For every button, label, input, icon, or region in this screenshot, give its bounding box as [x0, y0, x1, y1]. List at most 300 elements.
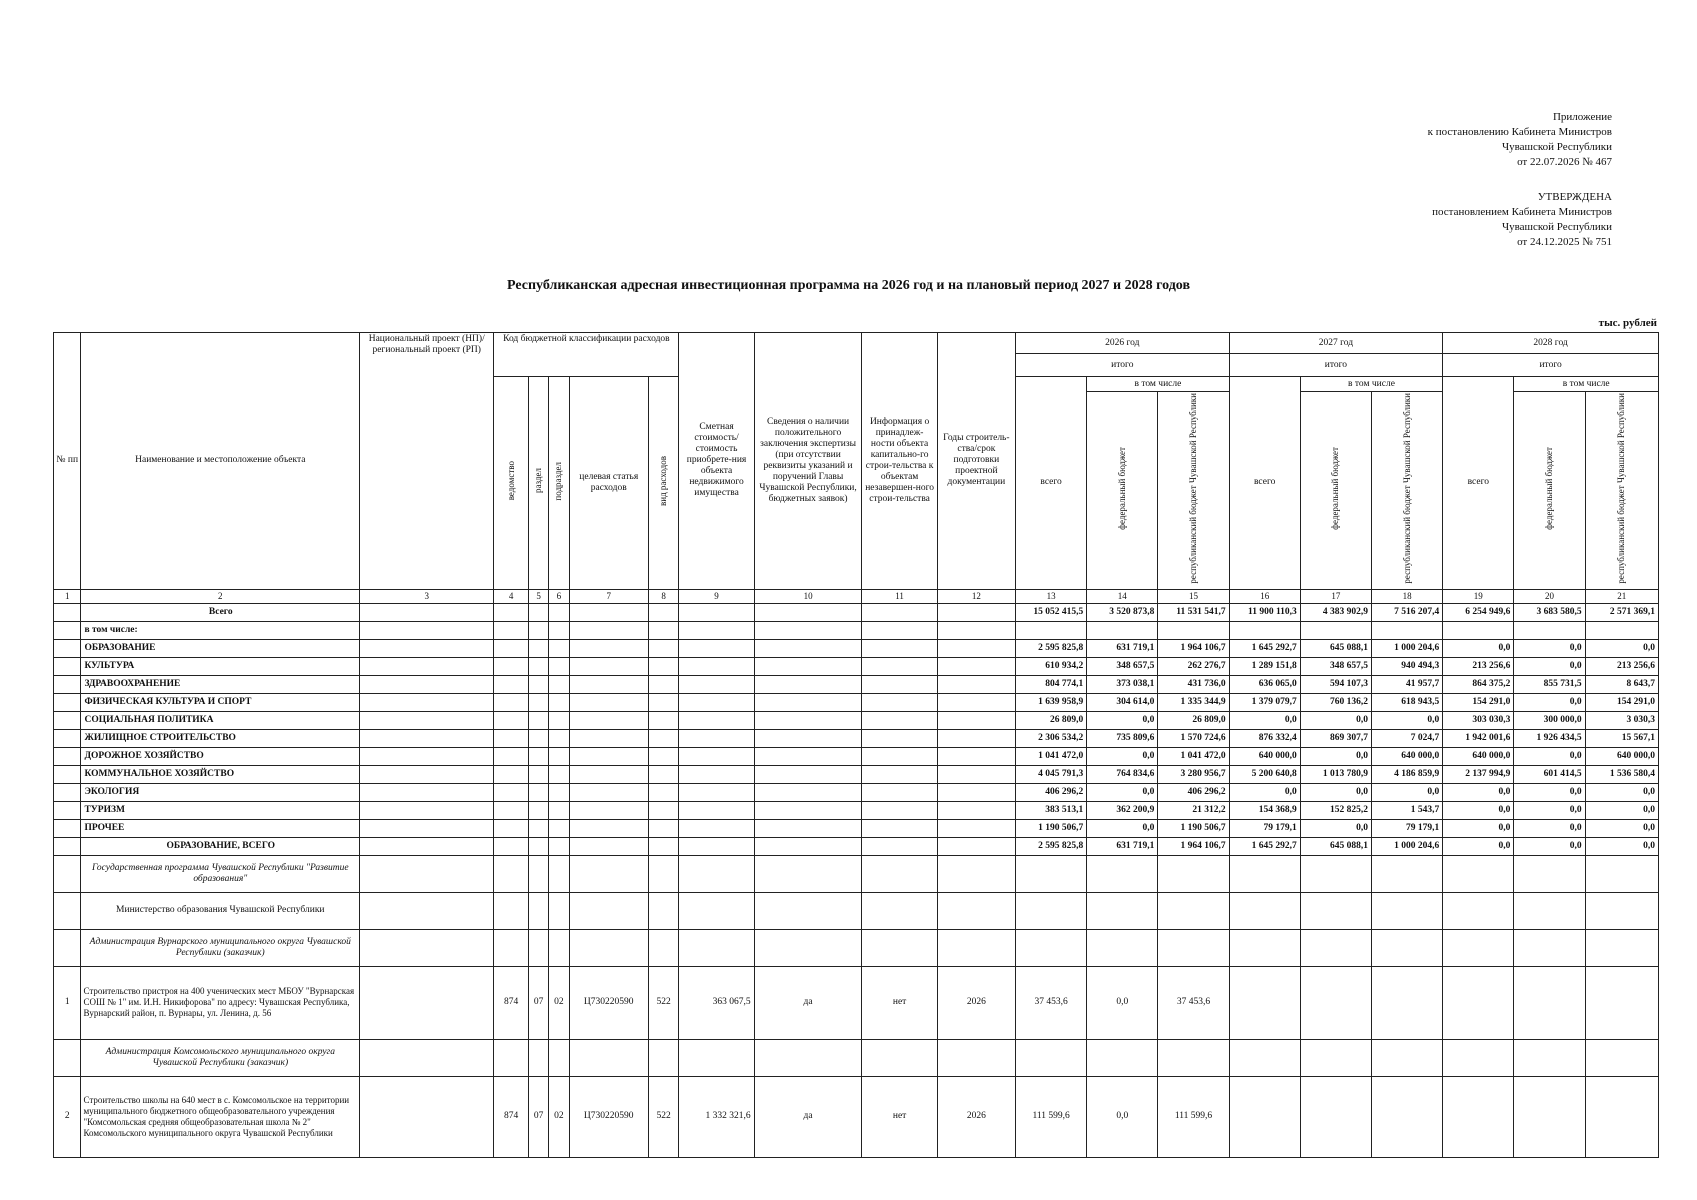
approval-line: Приложение: [1552, 111, 1612, 123]
cell-empty: [1087, 1039, 1158, 1076]
cell-empty: [360, 765, 494, 783]
cell-empty: [569, 801, 648, 819]
cell-value: 406 296,2: [1158, 783, 1229, 801]
cell-empty: [569, 711, 648, 729]
cell-value: 362 200,9: [1087, 801, 1158, 819]
cell-empty: [528, 621, 548, 639]
cell-empty: [1087, 892, 1158, 929]
cell-empty: [54, 639, 81, 657]
cell-empty: [54, 892, 81, 929]
cell-value: 1 041 472,0: [1158, 747, 1229, 765]
project-smeta: 1 332 321,6: [679, 1076, 754, 1157]
project-smeta: 363 067,5: [679, 966, 754, 1039]
summary-row: [54, 603, 1659, 621]
summary-row: [54, 801, 1659, 819]
cell-empty: [360, 639, 494, 657]
summary-row: [54, 693, 1659, 711]
cell-value: 0,0: [1443, 639, 1514, 657]
cell-empty: [679, 621, 754, 639]
cell-value: 0,0: [1443, 801, 1514, 819]
project-value: 37 453,6: [1016, 966, 1087, 1039]
cell-empty: [528, 801, 548, 819]
cell-empty: [679, 765, 754, 783]
cell-value: 3 520 873,8: [1087, 603, 1158, 621]
cell-empty: [1514, 892, 1585, 929]
cell-value: [1016, 621, 1087, 639]
cell-empty: [862, 603, 937, 621]
cell-empty: [679, 711, 754, 729]
cell-empty: [1087, 855, 1158, 892]
cell-empty: [494, 855, 529, 892]
column-number: 2: [81, 589, 360, 603]
cell-value: 4 383 902,9: [1300, 603, 1371, 621]
cell-value: 4 186 859,9: [1371, 765, 1442, 783]
cell-empty: [54, 657, 81, 675]
cell-empty: [528, 929, 548, 966]
cell-empty: [528, 819, 548, 837]
cell-empty: [569, 929, 648, 966]
cell-value: 3 030,3: [1585, 711, 1658, 729]
cell-empty: [648, 1039, 679, 1076]
cell-value: 760 136,2: [1300, 693, 1371, 711]
cell-value: 1 000 204,6: [1371, 639, 1442, 657]
cell-empty: [679, 783, 754, 801]
cell-empty: [648, 693, 679, 711]
cell-empty: [549, 1039, 569, 1076]
column-number: 16: [1229, 589, 1300, 603]
cell-empty: [679, 1039, 754, 1076]
cell-empty: [494, 711, 529, 729]
cell-empty: [754, 892, 862, 929]
cell-value: 0,0: [1514, 639, 1585, 657]
header-year-2028: 2028 год: [1443, 333, 1659, 354]
cell-empty: [528, 729, 548, 747]
cell-empty: [1371, 1039, 1442, 1076]
cell-empty: [54, 729, 81, 747]
header-np: Национальный проект (НП)/ региональный проект (РП): [360, 333, 494, 590]
cell-value: 0,0: [1585, 783, 1658, 801]
cell-value: 0,0: [1514, 819, 1585, 837]
cell-empty: [937, 892, 1015, 929]
summary-row: [54, 657, 1659, 675]
cell-empty: [494, 837, 529, 855]
cell-value: 0,0: [1514, 837, 1585, 855]
cell-value: 636 065,0: [1229, 675, 1300, 693]
project-name: Строительство школы на 640 мест в с. Комсомольское на территории муниципального бюджетного общеобразовательного учреждения "Комсомольская средняя общеобразовательная школа № 2" Комсомольского муниципального округа Чувашской Республики: [81, 1076, 360, 1157]
project-cs: Ц730220590: [569, 966, 648, 1039]
cell-value: [1300, 621, 1371, 639]
header-resp: республиканский бюджет Чувашской Республики: [1585, 392, 1658, 590]
cell-empty: [569, 657, 648, 675]
cell-empty: [1300, 929, 1371, 966]
summary-row: [54, 819, 1659, 837]
cell-empty: [528, 765, 548, 783]
header-itogo: итого: [1229, 354, 1443, 377]
cell-empty: [1443, 1076, 1514, 1157]
cell-empty: [549, 855, 569, 892]
cell-value: 1 543,7: [1371, 801, 1442, 819]
cell-empty: [494, 765, 529, 783]
cell-empty: [549, 801, 569, 819]
ministry-label: Министерство образования Чувашской Республики: [81, 892, 360, 929]
column-number: 18: [1371, 589, 1442, 603]
project-vr: 522: [648, 966, 679, 1039]
cell-empty: [1443, 855, 1514, 892]
customer-label: Администрация Комсомольского муниципального округа Чувашской Республики (заказчик): [81, 1039, 360, 1076]
cell-value: 1 013 780,9: [1300, 765, 1371, 783]
cell-value: 213 256,6: [1443, 657, 1514, 675]
project-number: 1: [54, 966, 81, 1039]
cell-empty: [528, 783, 548, 801]
cell-value: 8 643,7: [1585, 675, 1658, 693]
cell-empty: [937, 621, 1015, 639]
approval-line: УТВЕРЖДЕНА: [1537, 191, 1612, 203]
header-razdel: раздел: [528, 377, 548, 590]
cell-empty: [569, 747, 648, 765]
cell-value: [1585, 621, 1658, 639]
cell-empty: [360, 729, 494, 747]
cell-empty: [754, 819, 862, 837]
project-value: 0,0: [1087, 966, 1158, 1039]
header-vr: вид расходов: [648, 377, 679, 590]
cell-empty: [360, 657, 494, 675]
cell-empty: [754, 603, 862, 621]
header-no: № пп: [54, 333, 81, 590]
cell-value: 1 645 292,7: [1229, 837, 1300, 855]
project-number: 2: [54, 1076, 81, 1157]
cell-empty: [648, 657, 679, 675]
cell-value: 2 595 825,8: [1016, 639, 1087, 657]
cell-empty: [1514, 966, 1585, 1039]
cell-empty: [1585, 1039, 1658, 1076]
project-info: нет: [862, 1076, 937, 1157]
cell-value: 15 052 415,5: [1016, 603, 1087, 621]
header-year-2026: 2026 год: [1016, 333, 1230, 354]
cell-empty: [360, 819, 494, 837]
cell-empty: [1229, 966, 1300, 1039]
cell-empty: [1443, 1039, 1514, 1076]
cell-empty: [494, 621, 529, 639]
project-ved: 874: [494, 1076, 529, 1157]
cell-empty: [1158, 892, 1229, 929]
cell-value: 26 809,0: [1158, 711, 1229, 729]
project-podrazdel: 02: [549, 1076, 569, 1157]
summary-row: [54, 747, 1659, 765]
cell-empty: [494, 639, 529, 657]
cell-empty: [1443, 892, 1514, 929]
cell-value: 640 000,0: [1229, 747, 1300, 765]
cell-empty: [937, 929, 1015, 966]
column-number: 6: [549, 589, 569, 603]
cell-empty: [754, 783, 862, 801]
summary-row: [54, 639, 1659, 657]
cell-empty: [494, 819, 529, 837]
cell-empty: [1300, 892, 1371, 929]
cell-value: 0,0: [1087, 711, 1158, 729]
cell-empty: [679, 603, 754, 621]
column-number: 17: [1300, 589, 1371, 603]
cell-empty: [648, 929, 679, 966]
row-label: ТУРИЗМ: [81, 801, 360, 819]
cell-value: 0,0: [1300, 783, 1371, 801]
cell-empty: [937, 603, 1015, 621]
document-title: Республиканская адресная инвестиционная программа на 2026 год и на плановый период 2027 и 2028 годов: [507, 278, 1190, 293]
cell-value: 383 513,1: [1016, 801, 1087, 819]
column-number: 19: [1443, 589, 1514, 603]
summary-row: [54, 837, 1659, 855]
cell-empty: [528, 747, 548, 765]
cell-empty: [648, 783, 679, 801]
cell-empty: [754, 639, 862, 657]
row-label: ФИЗИЧЕСКАЯ КУЛЬТУРА И СПОРТ: [81, 693, 360, 711]
cell-empty: [1585, 1076, 1658, 1157]
cell-value: 1 190 506,7: [1158, 819, 1229, 837]
cell-value: 1 964 106,7: [1158, 639, 1229, 657]
row-label: ЗДРАВООХРАНЕНИЕ: [81, 675, 360, 693]
cell-value: 0,0: [1300, 747, 1371, 765]
header-expertise: Сведения о наличии положительного заключения экспертизы (при отсутствии реквизиты указаний и поручений Главы Чувашской Республики, бюджетных заявок): [754, 333, 862, 590]
cell-empty: [54, 783, 81, 801]
cell-empty: [549, 747, 569, 765]
cell-empty: [1300, 966, 1371, 1039]
cell-empty: [1229, 855, 1300, 892]
cell-empty: [569, 765, 648, 783]
cell-empty: [528, 855, 548, 892]
cell-empty: [862, 621, 937, 639]
column-number: 1: [54, 589, 81, 603]
cell-empty: [1585, 966, 1658, 1039]
cell-empty: [494, 892, 529, 929]
row-label: ЭКОЛОГИЯ: [81, 783, 360, 801]
cell-empty: [54, 603, 81, 621]
cell-value: 303 030,3: [1443, 711, 1514, 729]
cell-empty: [937, 747, 1015, 765]
row-label: ОБРАЗОВАНИЕ, ВСЕГО: [81, 837, 360, 855]
cell-empty: [1087, 929, 1158, 966]
cell-value: 0,0: [1300, 711, 1371, 729]
cell-value: 0,0: [1514, 657, 1585, 675]
cell-empty: [549, 783, 569, 801]
cell-empty: [754, 801, 862, 819]
summary-row: [54, 621, 1659, 639]
project-exp: да: [754, 966, 862, 1039]
cell-empty: [360, 837, 494, 855]
cell-value: 0,0: [1585, 639, 1658, 657]
header-fed: федеральный бюджет: [1087, 392, 1158, 590]
cell-value: 6 254 949,6: [1443, 603, 1514, 621]
column-number: 8: [648, 589, 679, 603]
cell-empty: [360, 621, 494, 639]
column-number: 14: [1087, 589, 1158, 603]
cell-value: 0,0: [1514, 693, 1585, 711]
cell-value: 0,0: [1300, 819, 1371, 837]
cell-empty: [679, 837, 754, 855]
row-label: в том числе:: [81, 621, 360, 639]
header-ved: ведомство: [494, 377, 529, 590]
cell-empty: [1585, 929, 1658, 966]
cell-empty: [679, 639, 754, 657]
cell-empty: [862, 1039, 937, 1076]
cell-value: 1 190 506,7: [1016, 819, 1087, 837]
header-info: Информация о принадлеж-ности объекта капитально-го строи-тельства к объектам незавершен-ного строи-тельства: [862, 333, 937, 590]
cell-value: 0,0: [1371, 783, 1442, 801]
cell-empty: [754, 837, 862, 855]
row-label: ЖИЛИЩНОЕ СТРОИТЕЛЬСТВО: [81, 729, 360, 747]
cell-value: 0,0: [1087, 747, 1158, 765]
header-podrazdel: подраздел: [549, 377, 569, 590]
cell-value: 804 774,1: [1016, 675, 1087, 693]
cell-empty: [569, 729, 648, 747]
cell-empty: [1300, 1076, 1371, 1157]
cell-empty: [648, 801, 679, 819]
approval-line: от 24.12.2025 № 751: [1517, 236, 1612, 248]
cell-empty: [648, 765, 679, 783]
cell-value: 0,0: [1443, 819, 1514, 837]
cell-empty: [754, 621, 862, 639]
cell-value: 152 825,2: [1300, 801, 1371, 819]
cell-empty: [754, 855, 862, 892]
cell-empty: [360, 603, 494, 621]
cell-value: 1 000 204,6: [1371, 837, 1442, 855]
cell-empty: [528, 711, 548, 729]
row-label: ДОРОЖНОЕ ХОЗЯЙСТВО: [81, 747, 360, 765]
cell-empty: [549, 657, 569, 675]
cell-empty: [862, 639, 937, 657]
cell-empty: [937, 801, 1015, 819]
cell-value: 11 900 110,3: [1229, 603, 1300, 621]
cell-empty: [1300, 855, 1371, 892]
cell-value: 855 731,5: [1514, 675, 1585, 693]
project-razdel: 07: [528, 1076, 548, 1157]
cell-empty: [360, 966, 494, 1039]
section-row: [54, 892, 1659, 929]
cell-empty: [679, 892, 754, 929]
cell-value: 1 926 434,5: [1514, 729, 1585, 747]
cell-empty: [679, 675, 754, 693]
cell-empty: [862, 693, 937, 711]
cell-empty: [569, 837, 648, 855]
header-vsego: всего: [1229, 377, 1300, 590]
header-years: Годы строитель-ства/срок подготовки проектной документации: [937, 333, 1015, 590]
cell-value: 304 614,0: [1087, 693, 1158, 711]
header-smeta: Сметная стоимость/ стоимость приобрете-ния объекта недвижимого имущества: [679, 333, 754, 590]
cell-value: 79 179,1: [1371, 819, 1442, 837]
cell-value: [1514, 621, 1585, 639]
cell-empty: [648, 711, 679, 729]
cell-empty: [494, 1039, 529, 1076]
header-v-tom-chisle: в том числе: [1300, 377, 1442, 392]
cell-empty: [862, 657, 937, 675]
column-number: 4: [494, 589, 529, 603]
cell-value: 1 335 344,9: [1158, 693, 1229, 711]
cell-empty: [862, 747, 937, 765]
cell-empty: [360, 1039, 494, 1076]
project-info: нет: [862, 966, 937, 1039]
column-number: 9: [679, 589, 754, 603]
header-itogo: итого: [1016, 354, 1230, 377]
cell-empty: [1443, 929, 1514, 966]
cell-empty: [862, 729, 937, 747]
cell-empty: [937, 729, 1015, 747]
header-fed: федеральный бюджет: [1300, 392, 1371, 590]
cell-empty: [528, 693, 548, 711]
project-ved: 874: [494, 966, 529, 1039]
cell-value: 594 107,3: [1300, 675, 1371, 693]
project-razdel: 07: [528, 966, 548, 1039]
project-value: 37 453,6: [1158, 966, 1229, 1039]
cell-empty: [1514, 855, 1585, 892]
cell-empty: [549, 837, 569, 855]
cell-empty: [494, 801, 529, 819]
cell-empty: [1016, 1039, 1087, 1076]
cell-empty: [679, 855, 754, 892]
cell-empty: [648, 675, 679, 693]
cell-empty: [569, 621, 648, 639]
cell-empty: [862, 801, 937, 819]
cell-empty: [754, 711, 862, 729]
cell-empty: [54, 621, 81, 639]
cell-value: 154 291,0: [1585, 693, 1658, 711]
cell-empty: [569, 819, 648, 837]
project-exp: да: [754, 1076, 862, 1157]
cell-empty: [1158, 929, 1229, 966]
row-label: СОЦИАЛЬНАЯ ПОЛИТИКА: [81, 711, 360, 729]
cell-empty: [549, 693, 569, 711]
cell-empty: [1585, 855, 1658, 892]
column-number: 15: [1158, 589, 1229, 603]
cell-empty: [862, 819, 937, 837]
section-row: [54, 855, 1659, 892]
cell-value: 1 645 292,7: [1229, 639, 1300, 657]
cell-empty: [1585, 892, 1658, 929]
cell-value: 213 256,6: [1585, 657, 1658, 675]
cell-empty: [549, 621, 569, 639]
cell-value: 601 414,5: [1514, 765, 1585, 783]
cell-empty: [569, 783, 648, 801]
cell-value: 1 942 001,6: [1443, 729, 1514, 747]
column-number: 12: [937, 589, 1015, 603]
cell-empty: [648, 603, 679, 621]
cell-value: [1371, 621, 1442, 639]
cell-empty: [754, 675, 862, 693]
cell-value: 0,0: [1585, 837, 1658, 855]
cell-value: 431 736,0: [1158, 675, 1229, 693]
project-name: Строительство пристроя на 400 ученических мест МБОУ "Вурнарская СОШ № 1" им. И.Н. Никифорова" по адресу: Чувашская Республика, Вурнарский район, п. Вурнары, ул. Ленина, д. 56: [81, 966, 360, 1039]
header-cs: целевая статья расходов: [569, 377, 648, 590]
cell-empty: [54, 929, 81, 966]
cell-empty: [1229, 892, 1300, 929]
project-row: [54, 966, 1659, 1039]
header-vsego: всего: [1016, 377, 1087, 590]
cell-empty: [54, 1039, 81, 1076]
cell-empty: [1371, 966, 1442, 1039]
cell-empty: [494, 657, 529, 675]
row-label: КОММУНАЛЬНОЕ ХОЗЯЙСТВО: [81, 765, 360, 783]
cell-empty: [1514, 1076, 1585, 1157]
cell-empty: [54, 747, 81, 765]
header-name: Наименование и местоположение объекта: [81, 333, 360, 590]
cell-value: 618 943,5: [1371, 693, 1442, 711]
header-kbk: Код бюджетной классификации расходов: [494, 333, 679, 377]
cell-empty: [494, 675, 529, 693]
cell-empty: [569, 675, 648, 693]
header-vsego: всего: [1443, 377, 1514, 590]
cell-empty: [54, 693, 81, 711]
cell-empty: [569, 639, 648, 657]
cell-value: 640 000,0: [1443, 747, 1514, 765]
cell-empty: [679, 729, 754, 747]
cell-value: 735 809,6: [1087, 729, 1158, 747]
